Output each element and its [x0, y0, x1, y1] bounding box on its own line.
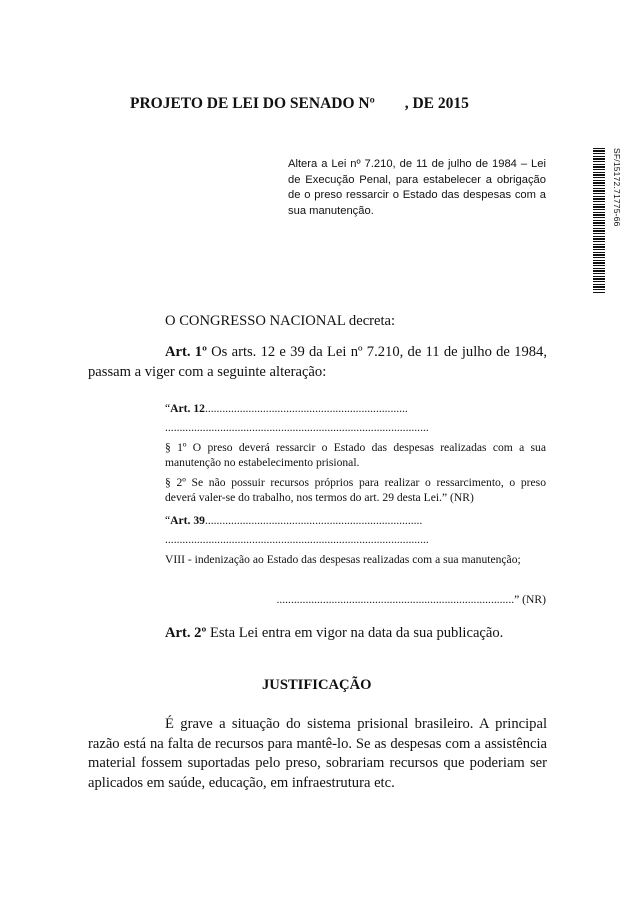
- quote-ellipsis-line-1: ...........................................................................................: [165, 421, 429, 434]
- quote-art39-line: [165, 513, 546, 528]
- quote-art39-dots: ...........................................................................: [204, 514, 423, 527]
- quote-open-mark: “: [165, 402, 171, 415]
- quote-paragraph-1: § 1º O preso deverá ressarcir o Estado das despesas realizadas com a sua manutenção no estabelecimento prisional.: [165, 441, 546, 469]
- article-1-label: Art. 1º: [165, 344, 207, 360]
- quote-art39-label: Art. 39: [170, 514, 205, 527]
- quote-ellipsis-line-2: ...........................................................................................: [165, 533, 429, 546]
- article-1-text: Os arts. 12 e 39 da Lei nº 7.210, de 11 de julho de 1984, passam a viger com a seguinte alteração:: [88, 344, 547, 380]
- title-suffix: , DE 2015: [404, 95, 469, 112]
- ementa: Altera a Lei nº 7.210, de 11 de julho de 1984 – Lei de Execução Penal, para estabelecer a obrigação de o preso ressarcir o Estado das despesas com a sua manutenção.: [288, 158, 546, 217]
- article-2-label: Art. 2º: [165, 625, 207, 641]
- justification-text: É grave a situação do sistema prisional brasileiro. A principal razão está na falta de recursos para mantê-lo. Se as despesas com a assistência material fossem suportadas pelo preso, sobrariam recursos que poderiam ser aplicados em saúde, educação, em infraestrutura etc.: [88, 716, 547, 791]
- article-2: [165, 624, 503, 644]
- quote-art12-line: [165, 401, 546, 416]
- justification-heading: JUSTIFICAÇÃO: [262, 677, 372, 693]
- quote-open-mark-2: “: [165, 514, 171, 527]
- quote-paragraph-2: § 2º Se não possuir recursos próprios para realizar o ressarcimento, o preso deverá valer-se do trabalho, nos termos do art. 29 desta Lei.” (NR): [165, 476, 546, 504]
- quote-item-viii: VIII - indenização ao Estado das despesas realizadas com a sua manutenção;: [165, 553, 521, 566]
- title-prefix: PROJETO DE LEI DO SENADO Nº: [130, 95, 375, 112]
- barcode-code: SF/15172.71775-66: [612, 148, 622, 227]
- enactment-clause: O CONGRESSO NACIONAL decreta:: [165, 313, 396, 329]
- quote-art12-dots: ......................................................................: [204, 402, 408, 415]
- article-2-text: Esta Lei entra em vigor na data da sua publicação.: [206, 625, 504, 641]
- quote-art12-label: Art. 12: [170, 402, 205, 415]
- document-title: [130, 95, 550, 113]
- article-1: [88, 343, 547, 382]
- barcode-image: [593, 148, 605, 293]
- quote-closing-line: ..................................................................................” (NR): [276, 593, 546, 606]
